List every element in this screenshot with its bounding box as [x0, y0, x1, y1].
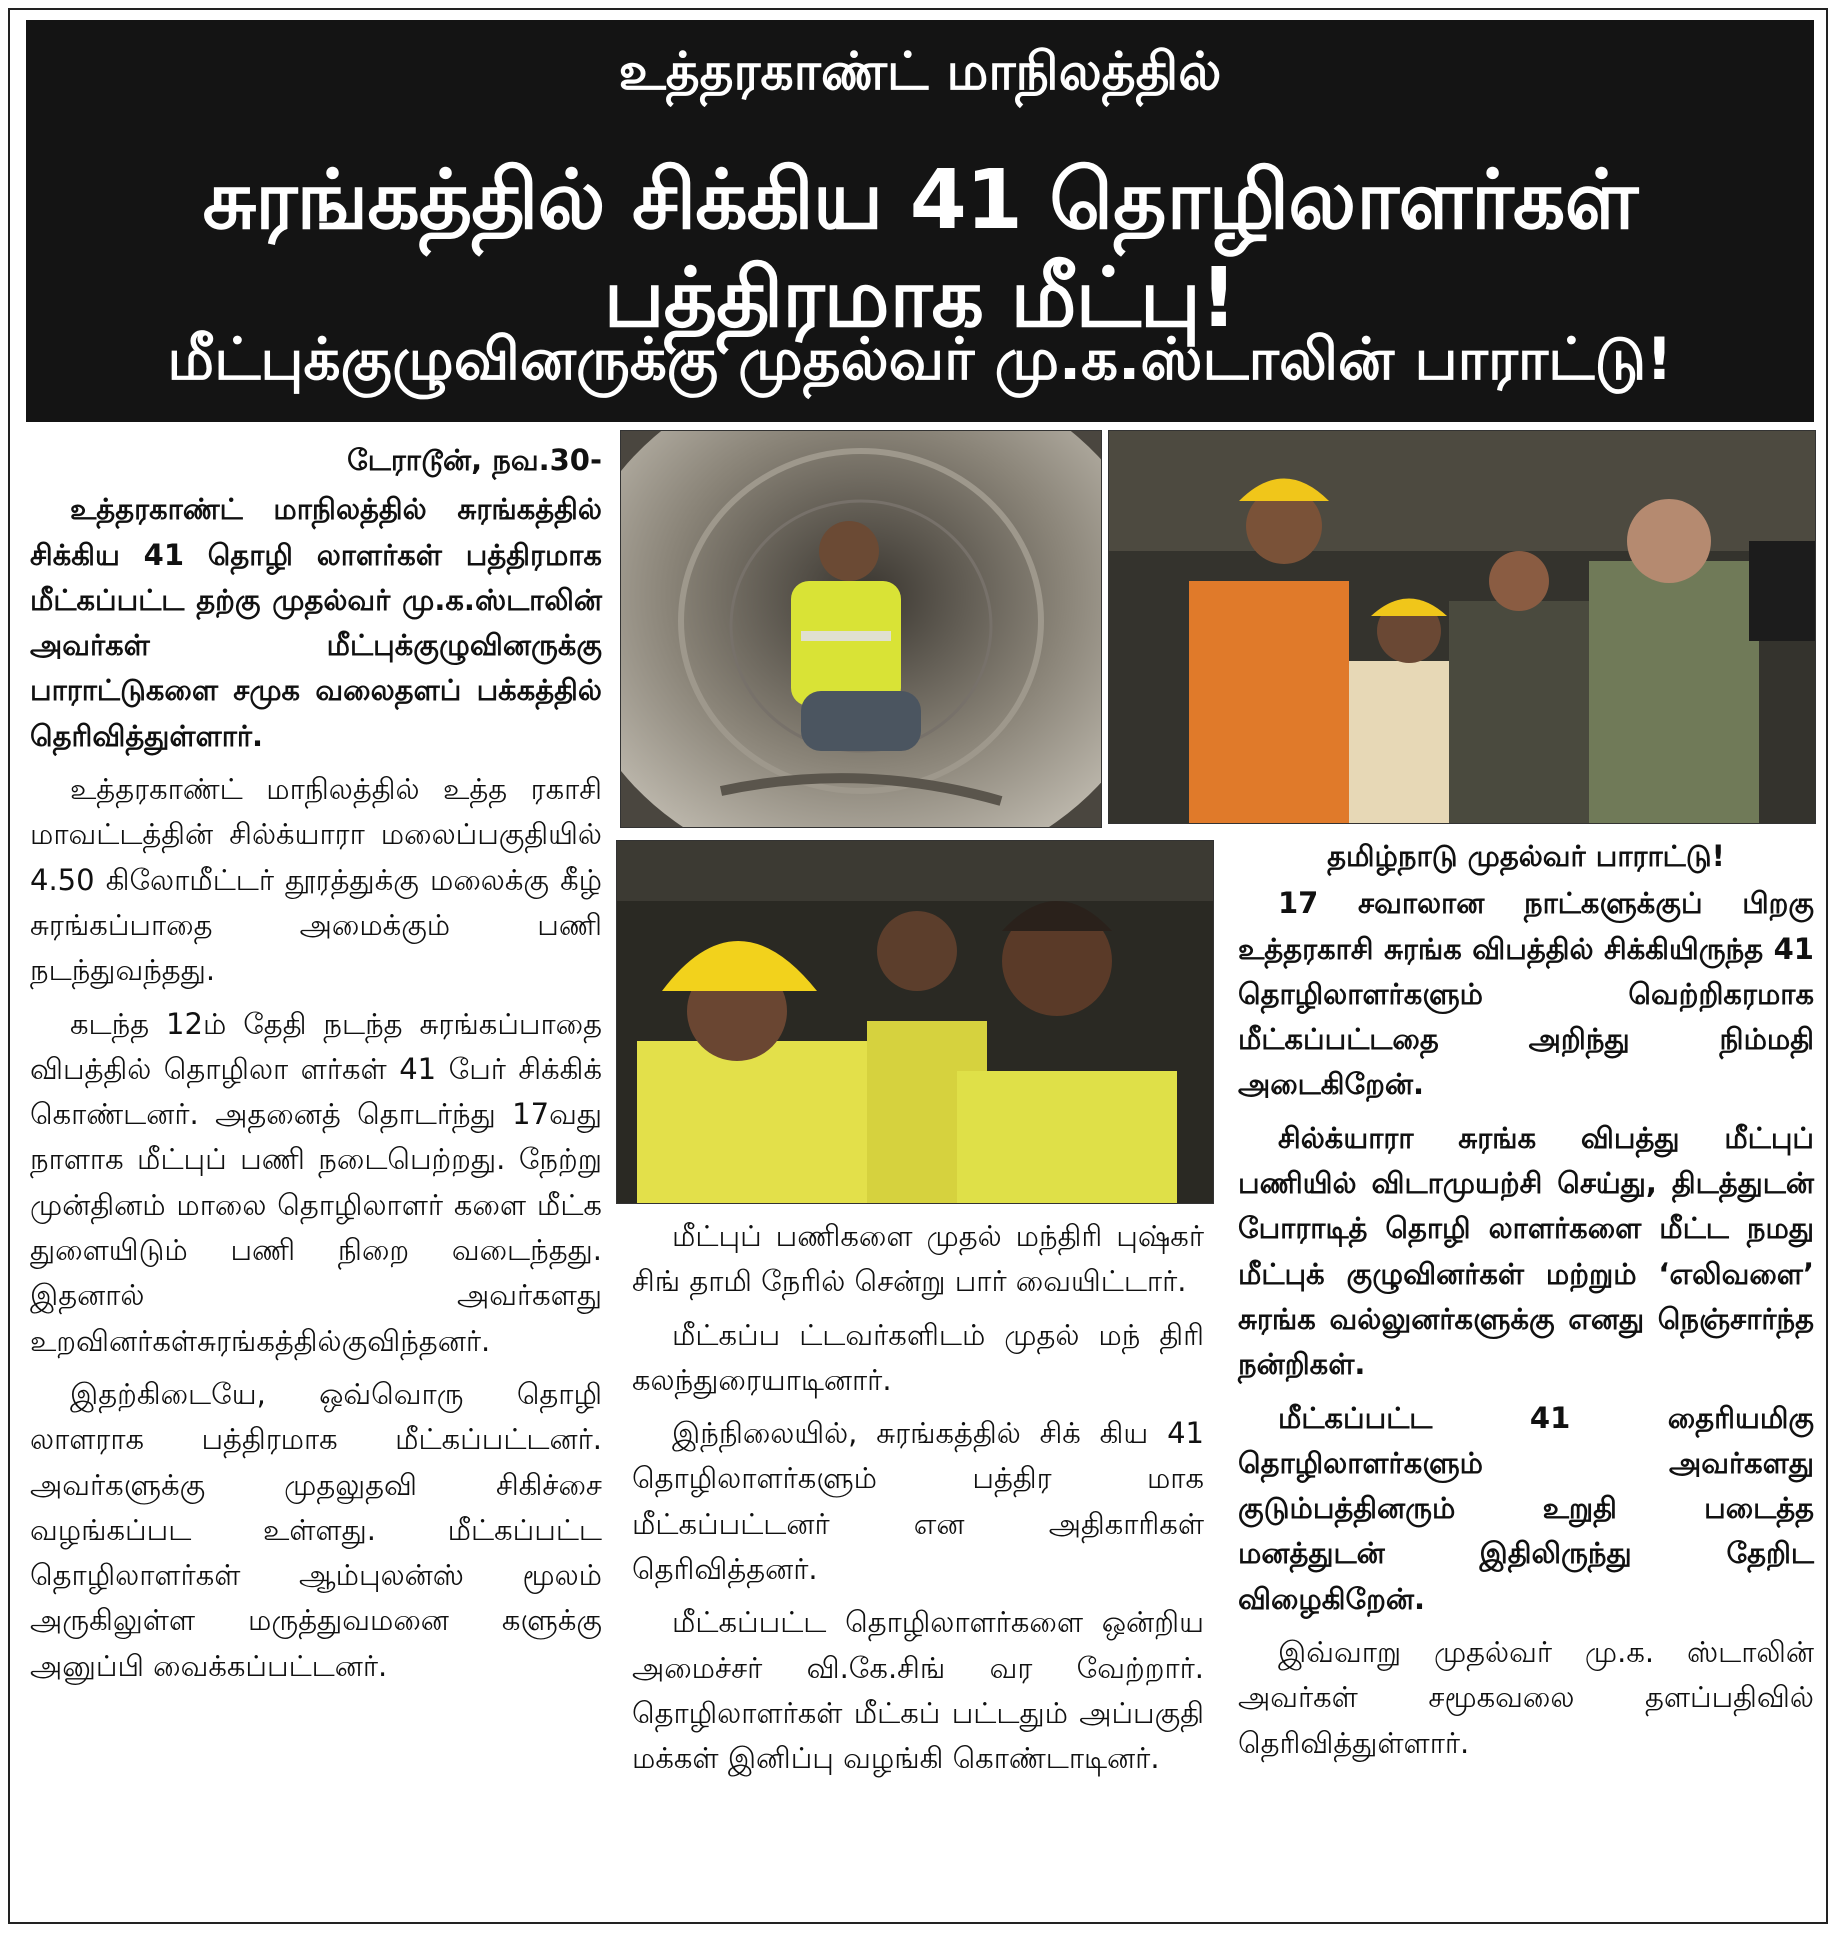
paragraph: மீட்கப்பட்ட தொழிலாளர்களை ஒன்றிய அமைச்சர் வி.கே.சிங் வர வேற்றார். தொழிலாளர்கள் மீட்கப் பட்டதும் அப்பகுதி மக்கள் இனிப்பு வழங்கி கொண்டாடினர்.: [632, 1605, 1204, 1776]
article-column-3: [1238, 834, 1814, 1774]
paragraph: கடந்த 12ம் தேதி நடந்த சுரங்கப்பாதை விபத்தில் தொழிலா ளர்கள் 41 பேர் சிக்கிக் கொண்டனர். அதனைத் தொடர்ந்து 17வது நாளாக மீட்புப் பணி நடைபெற்றது. நேற்று முன்தினம் மாலை தொழிலாளர் களை மீட்க துளையிடும் பணி நிறை வடைந்தது. இதனால் அவர்களது உறவினர்கள்சுரங்கத்தில்குவிந்தனர்.: [30, 1006, 602, 1358]
photo-officials-greeting: [1108, 430, 1816, 824]
paragraph: மீட்கப்ப ட்டவர்களிடம் முதல் மந் திரி கலந்துரையாடினார்.: [632, 1317, 1204, 1397]
headline-banner: [26, 20, 1814, 422]
article-column-2: [632, 1214, 1204, 1790]
headline: சுரங்கத்தில் சிக்கிய 41 தொழிலாளர்கள் பத்திரமாக மீட்பு!: [202, 153, 1638, 347]
dateline: டேராடூன், நவ.30-: [347, 443, 602, 477]
subheadline: மீட்புக்குழுவினருக்கு முதல்வர் மு.க.ஸ்டாலின் பாராட்டு!: [167, 325, 1673, 393]
photo-rescued-workers: [616, 840, 1214, 1204]
paragraph: மீட்புப் பணிகளை முதல் மந்திரி புஷ்கர் சிங் தாமி நேரில் சென்று பார் வையிட்டார்.: [632, 1219, 1204, 1299]
paragraph: இதற்கிடையே, ஒவ்வொரு தொழி லாளராக பத்திரமாக மீட்கப்பட்டனர். அவர்களுக்கு முதலுதவி சிகிச்சை வழங்கப்பட உள்ளது. மீட்கப்பட்ட தொழிலாளர்கள் ஆம்புலன்ஸ் மூலம் அருகிலுள்ள மருத்துவமனை களுக்கு அனுப்பி வைக்கப்பட்டனர்.: [30, 1376, 602, 1683]
section-subtitle: தமிழ்நாடு முதல்வர் பாராட்டு!: [1327, 839, 1725, 873]
paragraph: மீட்கப்பட்ட 41 தைரியமிகு தொழிலாளர்களும் அவர்களது குடும்பத்தினரும் உறுதி படைத்த மனத்துடன் இதிலிருந்து தேறிட விழைகிறேன்.: [1238, 1400, 1814, 1616]
article-column-1: [30, 438, 602, 1697]
paragraph: இவ்வாறு முதல்வர் மு.க. ஸ்டாலின் அவர்கள் சமூகவலை தளப்பதிவில் தெரிவித்துள்ளார்.: [1238, 1635, 1814, 1760]
paragraph: 17 சவாலான நாட்களுக்குப் பிறகு உத்தரகாசி சுரங்க விபத்தில் சிக்கியிருந்த 41 தொழிலாளர்களும் வெற்றிகரமாக மீட்கப்பட்டதை அறிந்து நிம்மதி அடைகிறேன்.: [1238, 886, 1814, 1102]
photo-worker-in-pipe: [620, 430, 1102, 828]
paragraph: சில்க்யாரா சுரங்க விபத்து மீட்புப் பணியில் விடாமுயற்சி செய்து, திடத்துடன் போராடித் தொழி லாளர்களை மீட்ட நமது மீட்புக் குழுவினர்கள் மற்றும் ‘எலிவளை’ சுரங்க வல்லுனர்களுக்கு எனது நெஞ்சார்ந்த நன்றிகள்.: [1238, 1120, 1814, 1382]
kicker: உத்தரகாண்ட் மாநிலத்தில்: [618, 42, 1222, 102]
lead-paragraph: உத்தரகாண்ட் மாநிலத்தில் சுரங்கத்தில் சிக்கிய 41 தொழி லாளர்கள் பத்திரமாக மீட்கப்பட்ட தற்கு முதல்வர் மு.க.ஸ்டாலின் அவர்கள் மீட்புக்குழுவினருக்கு பாராட்டுகளை சமுக வலைதளப் பக்கத்தில் தெரிவித்துள்ளார்.: [30, 492, 602, 753]
paragraph: இந்நிலையில், சுரங்கத்தில் சிக் கிய 41 தொழிலாளர்களும் பத்திர மாக மீட்கப்பட்டனர் என அதிகாரிகள் தெரிவித்தனர்.: [632, 1416, 1204, 1587]
paragraph: உத்தரகாண்ட் மாநிலத்தில் உத்த ரகாசி மாவட்டத்தின் சில்க்யாரா மலைப்பகுதியில் 4.50 கிலோமீட்டர் தூரத்துக்கு மலைக்கு கீழ் சுரங்கப்பாதை அமைக்கும் பணி நடந்துவந்தது.: [30, 772, 602, 988]
